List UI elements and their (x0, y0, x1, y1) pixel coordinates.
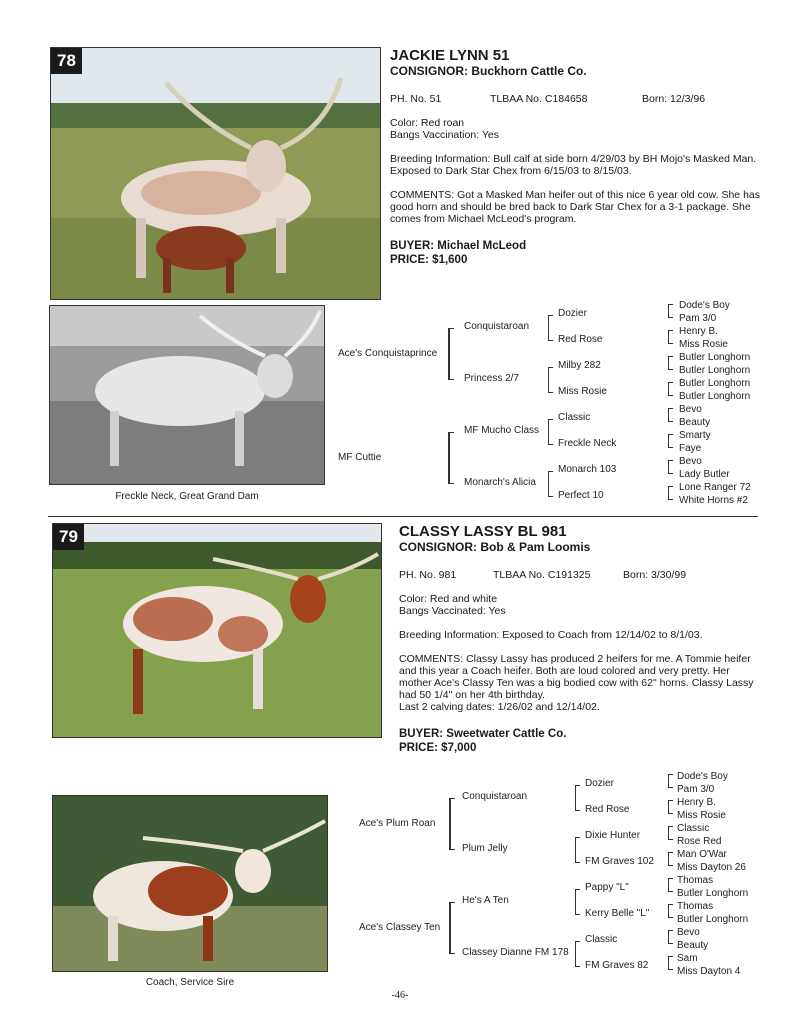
pedigree-g4: Monarch's Alicia (464, 477, 536, 488)
pedigree-ggg14: Beauty (677, 940, 709, 951)
pedigree-ggg12: Faye (679, 443, 702, 454)
lot-number-badge: 79 (53, 524, 84, 550)
pedigree-g4: Classey Dianne FM 178 (462, 947, 569, 958)
pedigree-g3: MF Mucho Class (464, 425, 540, 436)
consignor: CONSIGNOR: Buckhorn Cattle Co. (390, 64, 587, 78)
page-number: -46- (391, 990, 409, 1001)
lot-79-photo-caption: Coach, Service Sire (145, 977, 235, 988)
pedigree-ggg14: Lady Butler (679, 469, 730, 480)
lot-number-badge: 78 (51, 48, 82, 74)
comments-text: COMMENTS: Classy Lassy has produced 2 heifers for me. A Tommie heifer and this year a Coach heifer. Both are loud colored and very pretty. Her mother Ace's Classy Ten was a big bodied cow with 62" horns. Classy Lassy had 50 1/4" on her 4th birthday. (399, 653, 754, 701)
pedigree-sire: Ace's Plum Roan (359, 818, 436, 829)
bangs: Bangs Vaccination: Yes (390, 129, 499, 141)
ph-number: PH. No. 981 (399, 569, 457, 581)
pedigree-ggg11: Smarty (679, 430, 711, 441)
pedigree-g1: Conquistaroan (464, 321, 530, 332)
breeding-info: Breeding Information: Exposed to Coach from 12/14/02 to 8/1/03. (399, 629, 703, 641)
pedigree-gg4: FM Graves 102 (585, 856, 654, 867)
pedigree-ggg3: Henry B. (677, 797, 716, 808)
bangs: Bangs Vaccinated: Yes (399, 605, 506, 617)
pedigree-gg2: Red Rose (585, 804, 630, 815)
pedigree-ggg2: Pam 3/0 (677, 784, 715, 795)
pedigree-g2: Princess 2/7 (464, 373, 520, 384)
price: PRICE: $1,600 (390, 254, 468, 266)
pedigree-ggg10: Butler Longhorn (677, 888, 749, 899)
pedigree-gg8: Perfect 10 (558, 490, 604, 501)
pedigree-ggg16: White Horns #2 (679, 495, 748, 506)
pedigree-ggg5: Classic (677, 823, 710, 834)
animal-name: JACKIE LYNN 51 (390, 47, 510, 64)
pedigree-ggg7: Butler Longhorn (679, 378, 751, 389)
tlbaa-number: TLBAA No. C191325 (493, 569, 591, 581)
pedigree-ggg3: Henry B. (679, 326, 718, 337)
pedigree-gg7: Classic (585, 934, 618, 945)
pedigree-dam: Ace's Classey Ten (359, 922, 441, 933)
pedigree-gg2: Red Rose (558, 334, 603, 345)
color: Color: Red and white (399, 593, 498, 605)
consignor: CONSIGNOR: Bob & Pam Loomis (399, 540, 591, 554)
pedigree-gg1: Dozier (558, 308, 587, 319)
pedigree-ggg15: Sam (677, 953, 698, 964)
pedigree-gg4: Miss Rosie (558, 386, 607, 397)
pedigree-gg5: Pappy "L" (585, 882, 629, 893)
pedigree-ggg1: Dode's Boy (677, 771, 728, 782)
pedigree-g2: Plum Jelly (462, 843, 508, 854)
calving-dates: Last 2 calving dates: 1/26/02 and 12/14/02. (399, 701, 600, 713)
pedigree-ggg9: Thomas (677, 875, 714, 886)
pedigree-ggg11: Thomas (677, 901, 714, 912)
pedigree-ggg15: Lone Ranger 72 (679, 482, 751, 493)
buyer: BUYER: Sweetwater Cattle Co. (399, 728, 567, 740)
pedigree-ggg8: Miss Dayton 26 (677, 862, 746, 873)
pedigree-gg3: Milby 282 (558, 360, 601, 371)
pedigree-ggg6: Butler Longhorn (679, 365, 751, 376)
pedigree-ggg4: Miss Rosie (677, 810, 726, 821)
breeding-info: Breeding Information: Bull calf at side born 4/29/03 by BH Mojo's Masked Man. Exposed to Dark Star Chex from 6/15/03 to 8/15/03. (390, 153, 757, 177)
pedigree-gg5: Classic (558, 412, 591, 423)
pedigree-g3: He's A Ten (462, 895, 509, 906)
color: Color: Red roan (390, 117, 465, 129)
born-date: Born: 3/30/99 (623, 569, 687, 581)
pedigree-g1: Conquistaroan (462, 791, 528, 802)
pedigree-gg1: Dozier (585, 778, 614, 789)
pedigree-ggg4: Miss Rosie (679, 339, 728, 350)
born-date: Born: 12/3/96 (642, 93, 706, 105)
pedigree-ggg13: Bevo (679, 456, 702, 467)
pedigree-gg6: Freckle Neck (558, 438, 617, 449)
pedigree-dam: MF Cuttie (338, 452, 382, 463)
pedigree-ggg9: Bevo (679, 404, 702, 415)
pedigree-ggg12: Butler Longhorn (677, 914, 749, 925)
tlbaa-number: TLBAA No. C184658 (490, 93, 588, 105)
pedigree-gg7: Monarch 103 (558, 464, 617, 475)
pedigree-sire: Ace's Conquistaprince (338, 348, 438, 359)
pedigree-gg3: Dixie Hunter (585, 830, 641, 841)
price: PRICE: $7,000 (399, 742, 477, 754)
pedigree-ggg2: Pam 3/0 (679, 313, 717, 324)
pedigree-ggg5: Butler Longhorn (679, 352, 751, 363)
lot-78-photo-caption: Freckle Neck, Great Grand Dam (115, 491, 259, 502)
pedigree-ggg1: Dode's Boy (679, 300, 730, 311)
pedigree-ggg8: Butler Longhorn (679, 391, 751, 402)
pedigree-ggg13: Bevo (677, 927, 700, 938)
pedigree-ggg10: Beauty (679, 417, 711, 428)
ph-number: PH. No. 51 (390, 93, 442, 105)
animal-name: CLASSY LASSY BL 981 (399, 523, 567, 540)
comments: COMMENTS: Got a Masked Man heifer out of this nice 6 year old cow. She has good horn and should be bred back to Dark Star Chex for a 3-1 package. She comes from Michael McLeod's program. (390, 189, 760, 225)
pedigree-gg6: Kerry Belle "L" (585, 908, 650, 919)
pedigree-ggg7: Man O'War (677, 849, 727, 860)
pedigree-ggg6: Rose Red (677, 836, 722, 847)
pedigree-gg8: FM Graves 82 (585, 960, 649, 971)
buyer: BUYER: Michael McLeod (390, 240, 527, 252)
pedigree-ggg16: Miss Dayton 4 (677, 966, 741, 977)
